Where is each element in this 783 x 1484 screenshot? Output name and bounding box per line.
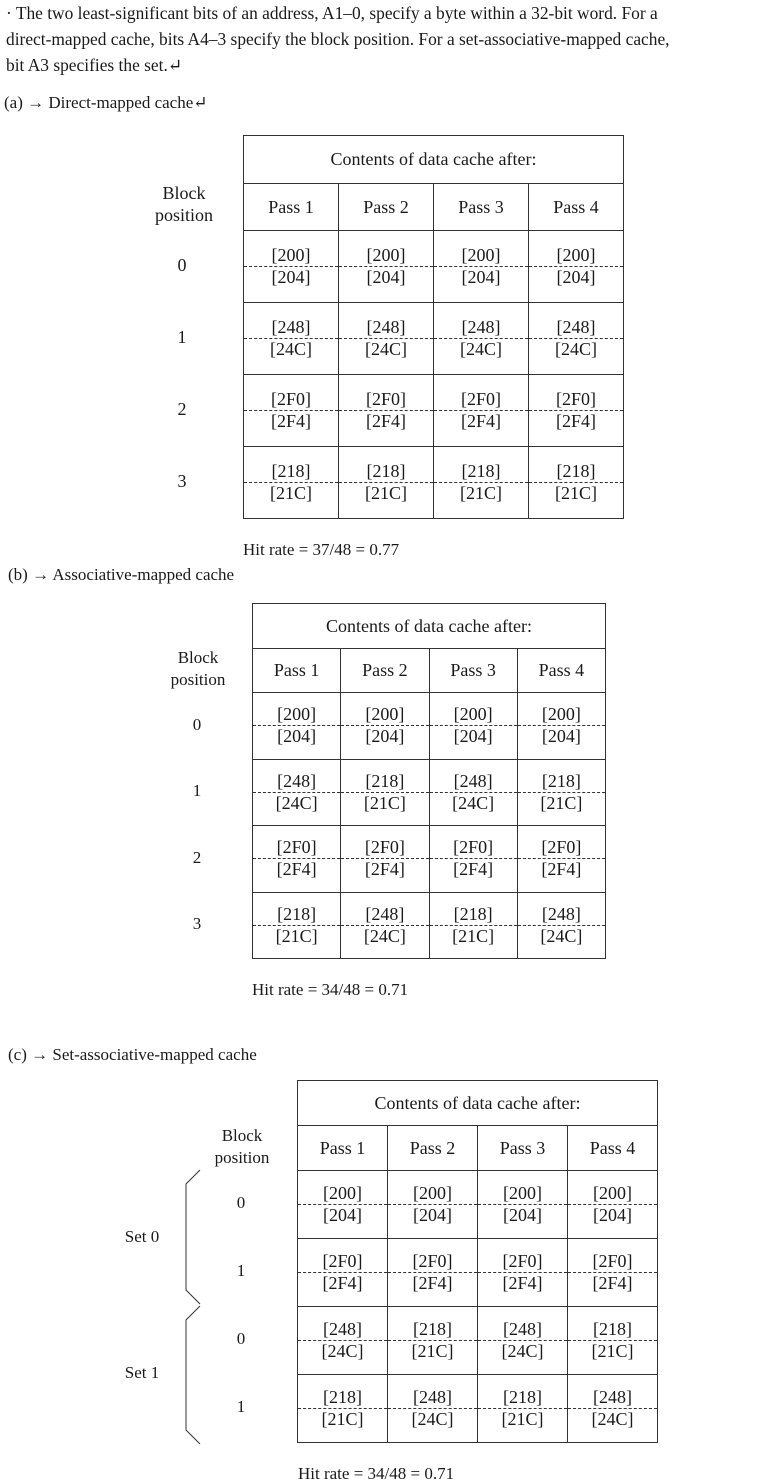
cache-word: [2F0]: [298, 1251, 387, 1273]
cache-word: [24C]: [540, 925, 583, 946]
cache-cell: [517, 826, 605, 893]
cache-word: [2F0]: [339, 389, 433, 411]
direct-hit-rate: Hit rate = 37/48 = 0.77: [243, 540, 400, 559]
cache-word: [2F0]: [478, 1251, 567, 1273]
cache-cell: [429, 826, 517, 893]
set-1-bracket: [186, 1306, 200, 1444]
cache-word: [204]: [453, 726, 493, 747]
cache-word: [21C]: [411, 1341, 454, 1361]
table-caption: Contents of data cache after:: [244, 136, 624, 184]
cache-cell: [244, 231, 339, 303]
intro-paragraph: [6, 0, 781, 78]
cache-cell: [434, 375, 529, 447]
pass-4-header: Pass 4: [568, 1126, 658, 1171]
set-0-bracket: [186, 1170, 200, 1304]
cache-word: [21C]: [452, 925, 495, 946]
set-associative-position-2: 0: [236, 1329, 246, 1348]
cache-word: [204]: [277, 726, 317, 747]
cache-word: [2F0]: [253, 837, 340, 859]
cache-word: [248]: [568, 1387, 657, 1409]
associative-position-3: 3: [192, 914, 202, 933]
cache-cell: [429, 759, 517, 826]
set-associative-block-position-label: [204, 1125, 280, 1169]
cache-word: [248]: [434, 317, 528, 339]
cache-word: [204]: [323, 1205, 362, 1225]
cache-word: [204]: [556, 267, 596, 287]
cache-cell: [341, 693, 429, 760]
cache-cell: [253, 693, 341, 760]
cache-word: [21C]: [270, 483, 312, 503]
cache-word: [204]: [365, 726, 405, 747]
cache-word: [248]: [518, 904, 605, 926]
cache-word: [24C]: [363, 925, 406, 946]
cache-cell: [568, 1375, 658, 1443]
associative-position-2: 2: [192, 848, 202, 867]
cache-word: [248]: [529, 317, 623, 339]
cache-word: [204]: [541, 726, 581, 747]
cache-cell: [341, 759, 429, 826]
cache-word: [248]: [388, 1387, 477, 1409]
cache-word: [24C]: [452, 792, 495, 813]
set-associative-position-3: 1: [236, 1397, 246, 1416]
cache-cell: [298, 1239, 388, 1307]
pass-2-header: Pass 2: [339, 184, 434, 231]
cache-word: [204]: [593, 1205, 632, 1225]
block-label-line2: position: [214, 1148, 270, 1167]
cache-word: [218]: [529, 461, 623, 483]
cache-word: [24C]: [321, 1341, 364, 1361]
cache-word: [200]: [244, 245, 338, 267]
cache-cell: [244, 375, 339, 447]
pass-2-header: Pass 2: [341, 649, 429, 693]
cache-cell: [529, 303, 624, 375]
direct-position-1: 1: [177, 327, 187, 347]
cache-word: [2F4]: [271, 411, 311, 431]
set-associative-position-1: 1: [236, 1261, 246, 1280]
direct-position-3: 3: [177, 471, 187, 491]
cache-word: [21C]: [363, 792, 406, 813]
cache-word: [248]: [430, 771, 517, 793]
cache-word: [21C]: [591, 1341, 634, 1361]
cache-word: [2F4]: [322, 1273, 363, 1293]
cache-word: [2F4]: [461, 411, 501, 431]
cache-cell: [388, 1375, 478, 1443]
set-0-label: Set 0: [124, 1227, 160, 1246]
set-associative-hit-rate: Hit rate = 34/48 = 0.71: [298, 1464, 455, 1483]
cache-cell: [244, 447, 339, 519]
cache-word: [200]: [430, 704, 517, 726]
cache-word: [2F0]: [568, 1251, 657, 1273]
pass-3-header: Pass 3: [478, 1126, 568, 1171]
cache-cell: [339, 447, 434, 519]
cache-word: [24C]: [365, 339, 407, 359]
cache-cell: [339, 231, 434, 303]
set-associative-position-0: 0: [236, 1193, 246, 1212]
cache-word: [204]: [503, 1205, 542, 1225]
block-label-line1: Block: [162, 183, 206, 203]
pass-3-header: Pass 3: [429, 649, 517, 693]
cache-word: [21C]: [555, 483, 597, 503]
cache-word: [204]: [271, 267, 311, 287]
cache-word: [248]: [339, 317, 433, 339]
cache-word: [200]: [434, 245, 528, 267]
pass-1-header: Pass 1: [244, 184, 339, 231]
associative-heading: (b) → Associative-mapped cache: [8, 565, 235, 584]
cache-word: [200]: [339, 245, 433, 267]
block-label-line2: position: [154, 205, 213, 225]
cache-word: [24C]: [270, 339, 312, 359]
pass-1-header: Pass 1: [253, 649, 341, 693]
cache-word: [218]: [341, 771, 428, 793]
cache-cell: [568, 1171, 658, 1239]
cache-word: [24C]: [275, 792, 318, 813]
associative-hit-rate: Hit rate = 34/48 = 0.71: [252, 980, 409, 999]
cache-word: [2F0]: [529, 389, 623, 411]
cache-word: [24C]: [555, 339, 597, 359]
cache-cell: [478, 1307, 568, 1375]
cache-word: [200]: [298, 1183, 387, 1205]
cache-word: [24C]: [591, 1409, 634, 1429]
cache-cell: [298, 1171, 388, 1239]
cache-cell: [529, 231, 624, 303]
cache-word: [200]: [568, 1183, 657, 1205]
cache-cell: [341, 892, 429, 959]
cache-word: [21C]: [275, 925, 318, 946]
cache-cell: [253, 892, 341, 959]
direct-heading: (a) → Direct-mapped cache↵: [4, 93, 208, 112]
cache-word: [218]: [253, 904, 340, 926]
set-brackets: [176, 1168, 206, 1448]
cache-word: [24C]: [501, 1341, 544, 1361]
direct-position-0: 0: [177, 255, 187, 275]
cache-word: [248]: [253, 771, 340, 793]
cache-word: [218]: [568, 1319, 657, 1341]
block-label-line2: position: [170, 670, 226, 689]
cache-word: [21C]: [365, 483, 407, 503]
cache-cell: [388, 1307, 478, 1375]
cache-cell: [434, 303, 529, 375]
cache-word: [21C]: [540, 792, 583, 813]
direct-cache-table: [243, 135, 624, 519]
cache-word: [200]: [529, 245, 623, 267]
direct-position-2: 2: [177, 399, 187, 419]
set-associative-cache-table: [297, 1080, 658, 1443]
cache-cell: [339, 303, 434, 375]
cache-cell: [253, 826, 341, 893]
intro-line-3: bit A3 specifies the set.↵: [6, 55, 183, 75]
cache-word: [2F0]: [430, 837, 517, 859]
cache-word: [218]: [434, 461, 528, 483]
cache-cell: [478, 1239, 568, 1307]
cache-cell: [478, 1375, 568, 1443]
cache-cell: [529, 375, 624, 447]
cache-word: [200]: [388, 1183, 477, 1205]
pass-2-header: Pass 2: [388, 1126, 478, 1171]
cache-word: [248]: [298, 1319, 387, 1341]
cache-cell: [341, 826, 429, 893]
intro-line-1: · The two least-significant bits of an address, A1–0, specify a byte within a 32-bit word. For a: [6, 3, 658, 23]
cache-word: [248]: [341, 904, 428, 926]
cache-cell: [517, 892, 605, 959]
cache-word: [248]: [478, 1319, 567, 1341]
cache-word: [218]: [244, 461, 338, 483]
cache-word: [2F0]: [244, 389, 338, 411]
cache-word: [21C]: [321, 1409, 364, 1429]
cache-cell: [429, 693, 517, 760]
cache-word: [2F4]: [364, 859, 405, 880]
associative-position-0: 0: [192, 715, 202, 734]
cache-word: [2F4]: [276, 859, 317, 880]
cache-word: [2F4]: [592, 1273, 633, 1293]
cache-cell: [434, 231, 529, 303]
block-label-line1: Block: [221, 1126, 263, 1145]
cache-cell: [388, 1239, 478, 1307]
cache-word: [2F0]: [388, 1251, 477, 1273]
cache-word: [200]: [341, 704, 428, 726]
set-1-label: Set 1: [124, 1363, 160, 1382]
cache-word: [24C]: [411, 1409, 454, 1429]
cache-word: [218]: [298, 1387, 387, 1409]
cache-word: [2F4]: [556, 411, 596, 431]
cache-cell: [298, 1307, 388, 1375]
cache-word: [21C]: [501, 1409, 544, 1429]
cache-cell: [568, 1307, 658, 1375]
cache-word: [2F4]: [412, 1273, 453, 1293]
table-caption: Contents of data cache after:: [298, 1081, 658, 1126]
cache-cell: [478, 1171, 568, 1239]
cache-cell: [529, 447, 624, 519]
cache-cell: [429, 892, 517, 959]
cache-word: [2F4]: [366, 411, 406, 431]
cache-word: [2F4]: [453, 859, 494, 880]
cache-word: [2F4]: [541, 859, 582, 880]
pass-4-header: Pass 4: [517, 649, 605, 693]
cache-word: [2F0]: [434, 389, 528, 411]
associative-cache-table: [252, 603, 606, 959]
cache-word: [218]: [388, 1319, 477, 1341]
cache-cell: [253, 759, 341, 826]
cache-word: [204]: [461, 267, 501, 287]
cache-cell: [517, 693, 605, 760]
associative-block-position-label: [160, 647, 236, 691]
cache-word: [2F0]: [341, 837, 428, 859]
cache-word: [218]: [478, 1387, 567, 1409]
set-associative-heading: (c) → Set-associative-mapped cache: [8, 1045, 257, 1064]
cache-word: [24C]: [460, 339, 502, 359]
pass-3-header: Pass 3: [434, 184, 529, 231]
pass-4-header: Pass 4: [529, 184, 624, 231]
cache-cell: [339, 375, 434, 447]
associative-position-1: 1: [192, 781, 202, 800]
cache-cell: [388, 1171, 478, 1239]
cache-word: [200]: [478, 1183, 567, 1205]
cache-word: [218]: [430, 904, 517, 926]
cache-cell: [568, 1239, 658, 1307]
cache-word: [200]: [253, 704, 340, 726]
cache-cell: [517, 759, 605, 826]
cache-word: [204]: [413, 1205, 452, 1225]
cache-word: [200]: [518, 704, 605, 726]
cache-word: [2F0]: [518, 837, 605, 859]
cache-word: [21C]: [460, 483, 502, 503]
cache-word: [2F4]: [502, 1273, 543, 1293]
direct-block-position-label: [146, 182, 222, 226]
intro-line-2: direct-mapped cache, bits A4–3 specify the block position. For a set-associative-mapped cache,: [6, 29, 670, 49]
cache-word: [204]: [366, 267, 406, 287]
cache-word: [248]: [244, 317, 338, 339]
block-label-line1: Block: [177, 648, 219, 667]
cache-cell: [298, 1375, 388, 1443]
pass-1-header: Pass 1: [298, 1126, 388, 1171]
cache-cell: [244, 303, 339, 375]
table-caption: Contents of data cache after:: [253, 604, 606, 649]
cache-word: [218]: [339, 461, 433, 483]
cache-word: [218]: [518, 771, 605, 793]
cache-cell: [434, 447, 529, 519]
